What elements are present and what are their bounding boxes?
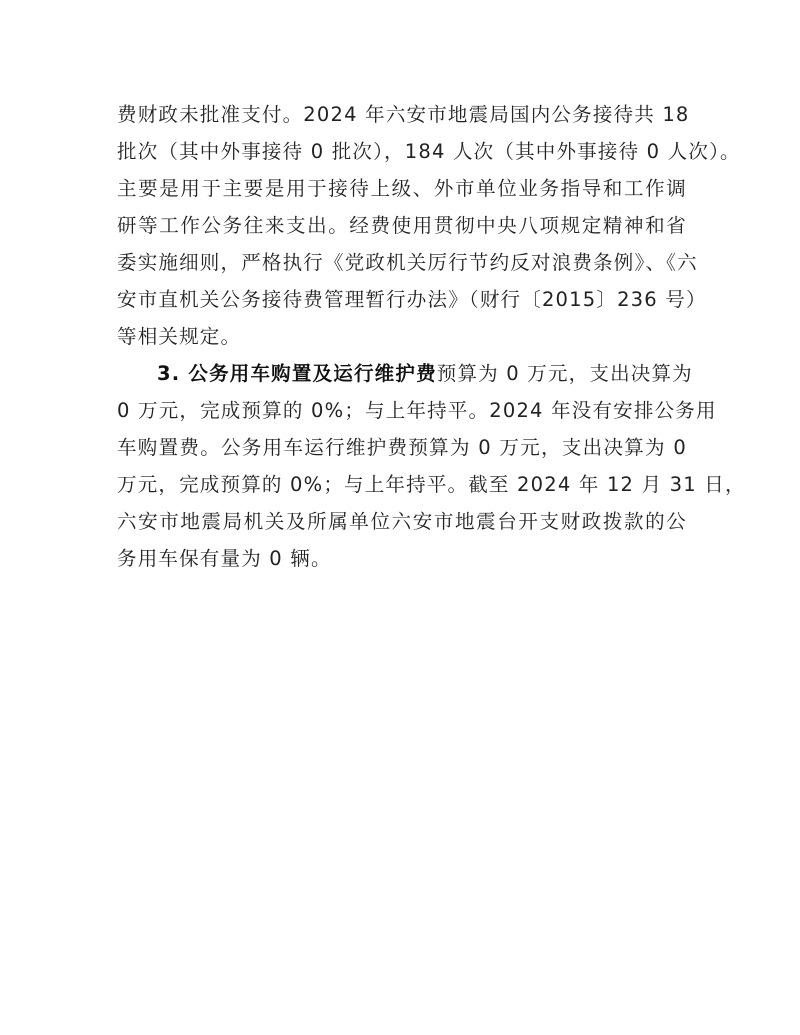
- paragraph-vehicle-expenses: [117, 355, 746, 577]
- text-line: 主要是用于主要是用于接待上级、外市单位业务指导和工作调: [117, 177, 687, 200]
- text-line: 等相关规定。: [117, 325, 242, 348]
- text-line: 六安市地震局机关及所属单位六安市地震台开支财政拨款的公: [117, 510, 687, 533]
- text-line: 务用车保有量为 0 辆。: [117, 547, 332, 570]
- text-line: 万元，完成预算的 0%；与上年持平。截至 2024 年 12 月 31 日，: [117, 473, 746, 496]
- text-line: 车购置费。公务用车运行维护费预算为 0 万元，支出决算为 0: [117, 436, 687, 459]
- text-run: 预算为 0 万元，支出决算为: [436, 362, 693, 385]
- text-line: 批次（其中外事接待 0 批次），184 人次（其中外事接待 0 人次）。: [117, 140, 741, 163]
- paragraph-reception-expenses: [117, 96, 741, 355]
- text-line: 委实施细则，严格执行《党政机关厉行节约反对浪费条例》、《六: [117, 251, 698, 274]
- text-line: 安市直机关公务接待费管理暂行办法》（财行〔2015〕236 号）: [117, 288, 707, 311]
- section-heading: 3. 公务用车购置及运行维护费: [157, 362, 437, 385]
- text-line: 0 万元，完成预算的 0%；与上年持平。2024 年没有安排公务用: [117, 399, 717, 422]
- text-line-first: [117, 355, 693, 392]
- text-line: 研等工作公务往来支出。经费使用贯彻中央八项规定精神和省: [117, 214, 687, 237]
- document-body: [117, 96, 746, 577]
- text-line: 费财政未批准支付。2024 年六安市地震局国内公务接待共 18: [117, 103, 690, 126]
